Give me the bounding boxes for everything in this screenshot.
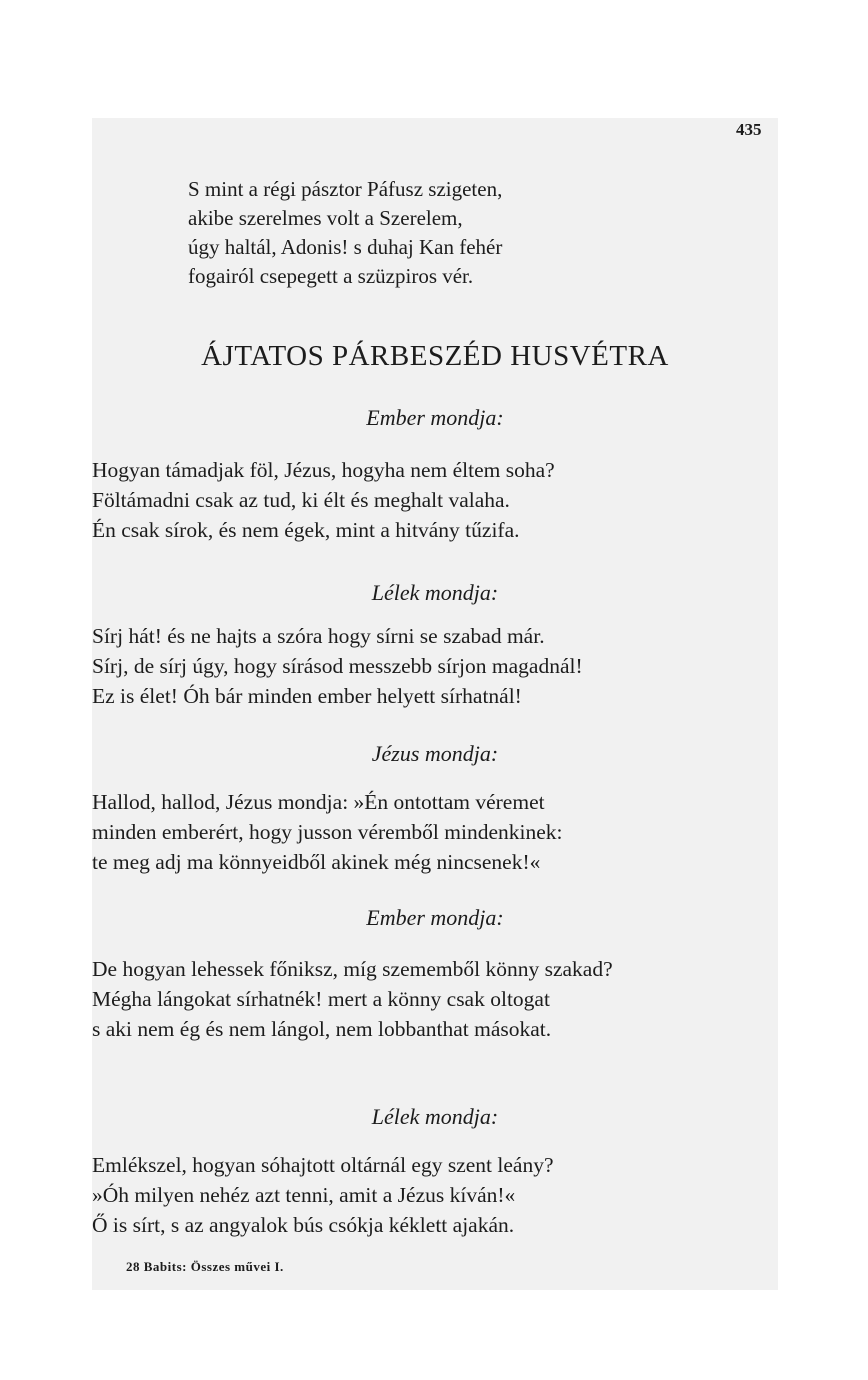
- intro-line: fogairól csepegett a szüzpiros vér.: [188, 264, 474, 288]
- intro-line: úgy haltál, Adonis! s duhaj Kan fehér: [188, 235, 503, 259]
- verse-line: »Óh milyen nehéz azt tenni, amit a Jézus kíván!«: [92, 1183, 516, 1207]
- verse-line: Föltámadni csak az tud, ki élt és meghalt valaha.: [92, 488, 510, 512]
- intro-line: akibe szerelmes volt a Szerelem,: [188, 206, 463, 230]
- verse-line: te meg adj ma könnyeidből akinek még nincsenek!«: [92, 850, 541, 874]
- stanza: [92, 954, 772, 1044]
- stanza: [92, 1150, 772, 1240]
- poem-title: ÁJTATOS PÁRBESZÉD HUSVÉTRA: [201, 340, 669, 372]
- stanza: [92, 787, 772, 877]
- verse-line: Ez is élet! Óh bár minden ember helyett sírhatnál!: [92, 684, 522, 708]
- speaker-heading: Jézus mondja:: [371, 741, 499, 766]
- speaker-heading: Ember mondja:: [366, 905, 504, 930]
- verse-line: Én csak sírok, és nem égek, mint a hitvány tűzifa.: [92, 518, 520, 542]
- intro-line: S mint a régi pásztor Páfusz szigeten,: [188, 177, 503, 201]
- verse-line: s aki nem ég és nem lángol, nem lobbanthat másokat.: [92, 1017, 552, 1041]
- stanza: [92, 621, 772, 711]
- speaker-heading: Lélek mondja:: [371, 580, 499, 605]
- verse-line: minden emberért, hogy jusson véremből mindenkinek:: [92, 820, 563, 844]
- verse-line: Hogyan támadjak föl, Jézus, hogyha nem éltem soha?: [92, 458, 555, 482]
- intro-stanza: [188, 175, 502, 291]
- stanza: [92, 455, 772, 545]
- speaker-heading: Lélek mondja:: [371, 1104, 499, 1129]
- footer-signature: 28 Babits: Összes művei I.: [126, 1259, 284, 1274]
- verse-line: Ő is sírt, s az angyalok bús csókja kéklett ajakán.: [92, 1213, 515, 1237]
- page-number: 435: [736, 120, 762, 139]
- verse-line: Mégha lángokat sírhatnék! mert a könny csak oltogat: [92, 987, 550, 1011]
- verse-line: Sírj, de sírj úgy, hogy sírásod messzebb sírjon magadnál!: [92, 654, 583, 678]
- verse-line: Sírj hát! és ne hajts a szóra hogy sírni se szabad már.: [92, 624, 545, 648]
- verse-line: Hallod, hallod, Jézus mondja: »Én ontottam véremet: [92, 790, 545, 814]
- verse-line: Emlékszel, hogyan sóhajtott oltárnál egy szent leány?: [92, 1153, 554, 1177]
- speaker-heading: Ember mondja:: [366, 405, 504, 430]
- verse-line: De hogyan lehessek főniksz, míg szememből könny szakad?: [92, 957, 613, 981]
